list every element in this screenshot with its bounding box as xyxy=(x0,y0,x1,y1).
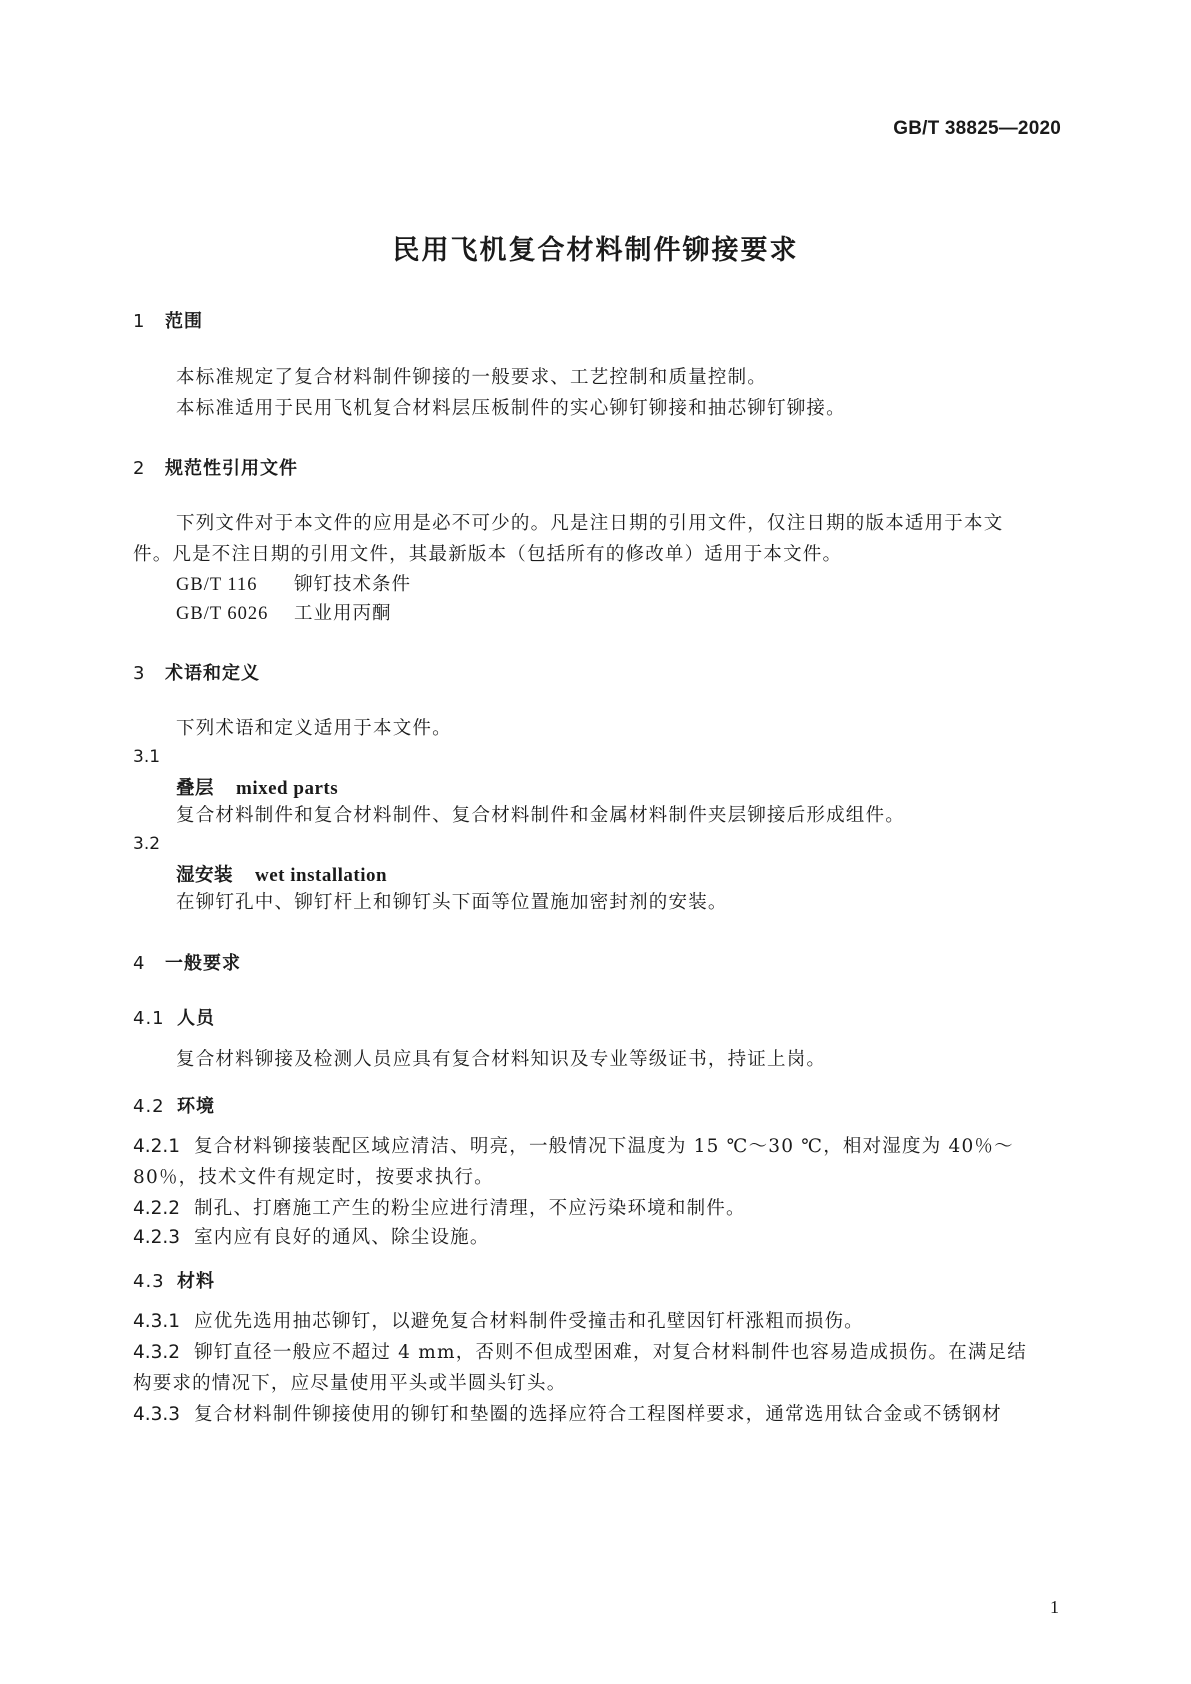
term-english: wet installation xyxy=(255,865,388,886)
term-english: mixed parts xyxy=(236,778,339,799)
paragraph: 下列术语和定义适用于本文件。 xyxy=(176,718,452,739)
clause-number: 4.2.1 xyxy=(133,1136,181,1157)
standard-code: GB/T 38825—2020 xyxy=(893,118,1061,139)
section-title: 一般要求 xyxy=(165,953,241,974)
reference-title: 工业用丙酮 xyxy=(294,603,392,624)
reference-title: 铆钉技术条件 xyxy=(294,574,412,595)
clause-text: 室内应有良好的通风、除尘设施。 xyxy=(194,1227,490,1248)
document-title: 民用飞机复合材料制件铆接要求 xyxy=(392,235,799,266)
term-definition: 在铆钉孔中、铆钉杆上和铆钉头下面等位置施加密封剂的安装。 xyxy=(176,892,728,913)
clause-4-3-3 xyxy=(133,1399,1058,1430)
clause-text: 复合材料铆接装配区域应清洁、明亮，一般情况下温度为 15 ℃～30 ℃，相对湿度为 40％～ xyxy=(194,1136,1014,1157)
term-chinese: 湿安装 xyxy=(176,865,234,886)
section-number: 2 xyxy=(133,458,146,479)
term-number: 3.1 xyxy=(133,747,161,767)
paragraph-line: 下列文件对于本文件的应用是必不可少的。凡是注日期的引用文件，仅注日期的版本适用于本文 xyxy=(176,513,1004,534)
normative-reference xyxy=(176,599,392,625)
term-number: 3.2 xyxy=(133,834,161,854)
term-entry xyxy=(176,774,338,800)
section-title: 范围 xyxy=(165,311,203,332)
subsection-4-3-heading xyxy=(133,1267,215,1293)
term-entry xyxy=(176,861,387,887)
subsection-number: 4.3 xyxy=(133,1271,165,1292)
clause-line: 构要求的情况下，应尽量使用平头或半圆头钉头。 xyxy=(133,1373,567,1394)
section-3-heading xyxy=(133,659,260,685)
section-number: 1 xyxy=(133,311,146,332)
clause-4-2-1 xyxy=(133,1131,1058,1193)
clause-number: 4.3.1 xyxy=(133,1311,181,1332)
page-number: 1 xyxy=(1050,1597,1059,1617)
clause-number: 4.3.2 xyxy=(133,1342,181,1363)
section-2-heading xyxy=(133,454,298,480)
paragraph: 本标准规定了复合材料制件铆接的一般要求、工艺控制和质量控制。 xyxy=(176,367,768,388)
clause-line xyxy=(133,1337,1058,1368)
subsection-title: 人员 xyxy=(177,1008,215,1029)
normative-reference xyxy=(176,570,411,596)
term-chinese: 叠层 xyxy=(176,778,215,799)
subsection-title: 环境 xyxy=(177,1096,215,1117)
section-number: 4 xyxy=(133,953,146,974)
clause-number: 4.2.2 xyxy=(133,1198,181,1219)
subsection-number: 4.2 xyxy=(133,1096,165,1117)
subsection-title: 材料 xyxy=(177,1271,215,1292)
subsection-4-1-heading xyxy=(133,1004,215,1030)
clause-text: 制孔、打磨施工产生的粉尘应进行清理，不应污染环境和制件。 xyxy=(194,1198,746,1219)
term-definition: 复合材料制件和复合材料制件、复合材料制件和金属材料制件夹层铆接后形成组件。 xyxy=(176,805,905,826)
section-4-heading xyxy=(133,949,241,975)
clause-4-3-2 xyxy=(133,1337,1058,1399)
subsection-number: 4.1 xyxy=(133,1008,165,1029)
clause-4-2-2 xyxy=(133,1193,1058,1224)
clause-text: 应优先选用抽芯铆钉，以避免复合材料制件受撞击和孔壁因钉杆涨粗而损伤。 xyxy=(194,1311,864,1332)
paragraph xyxy=(133,508,1058,570)
clause-4-2-3 xyxy=(133,1222,1058,1253)
clause-4-3-1 xyxy=(133,1306,1058,1337)
subsection-4-2-heading xyxy=(133,1092,215,1118)
clause-line xyxy=(133,1131,1058,1162)
clause-text: 铆钉直径一般应不超过 4 mm，否则不但成型困难，对复合材料制件也容易造成损伤。在满足结 xyxy=(194,1342,1027,1363)
paragraph: 本标准适用于民用飞机复合材料层压板制件的实心铆钉铆接和抽芯铆钉铆接。 xyxy=(176,398,846,419)
paragraph: 复合材料铆接及检测人员应具有复合材料知识及专业等级证书，持证上岗。 xyxy=(176,1049,827,1070)
clause-text: 复合材料制件铆接使用的铆钉和垫圈的选择应符合工程图样要求，通常选用钛合金或不锈钢材 xyxy=(194,1404,1002,1425)
section-title: 术语和定义 xyxy=(165,663,260,684)
reference-code: GB/T 116 xyxy=(176,575,258,595)
clause-number: 4.3.3 xyxy=(133,1404,181,1425)
clause-line: 80％，技术文件有规定时，按要求执行。 xyxy=(133,1167,494,1188)
paragraph-line: 件。凡是不注日期的引用文件，其最新版本（包括所有的修改单）适用于本文件。 xyxy=(133,544,843,565)
section-title: 规范性引用文件 xyxy=(165,458,298,479)
section-1-heading xyxy=(133,307,203,333)
clause-number: 4.2.3 xyxy=(133,1227,181,1248)
section-number: 3 xyxy=(133,663,146,684)
reference-code: GB/T 6026 xyxy=(176,604,269,624)
